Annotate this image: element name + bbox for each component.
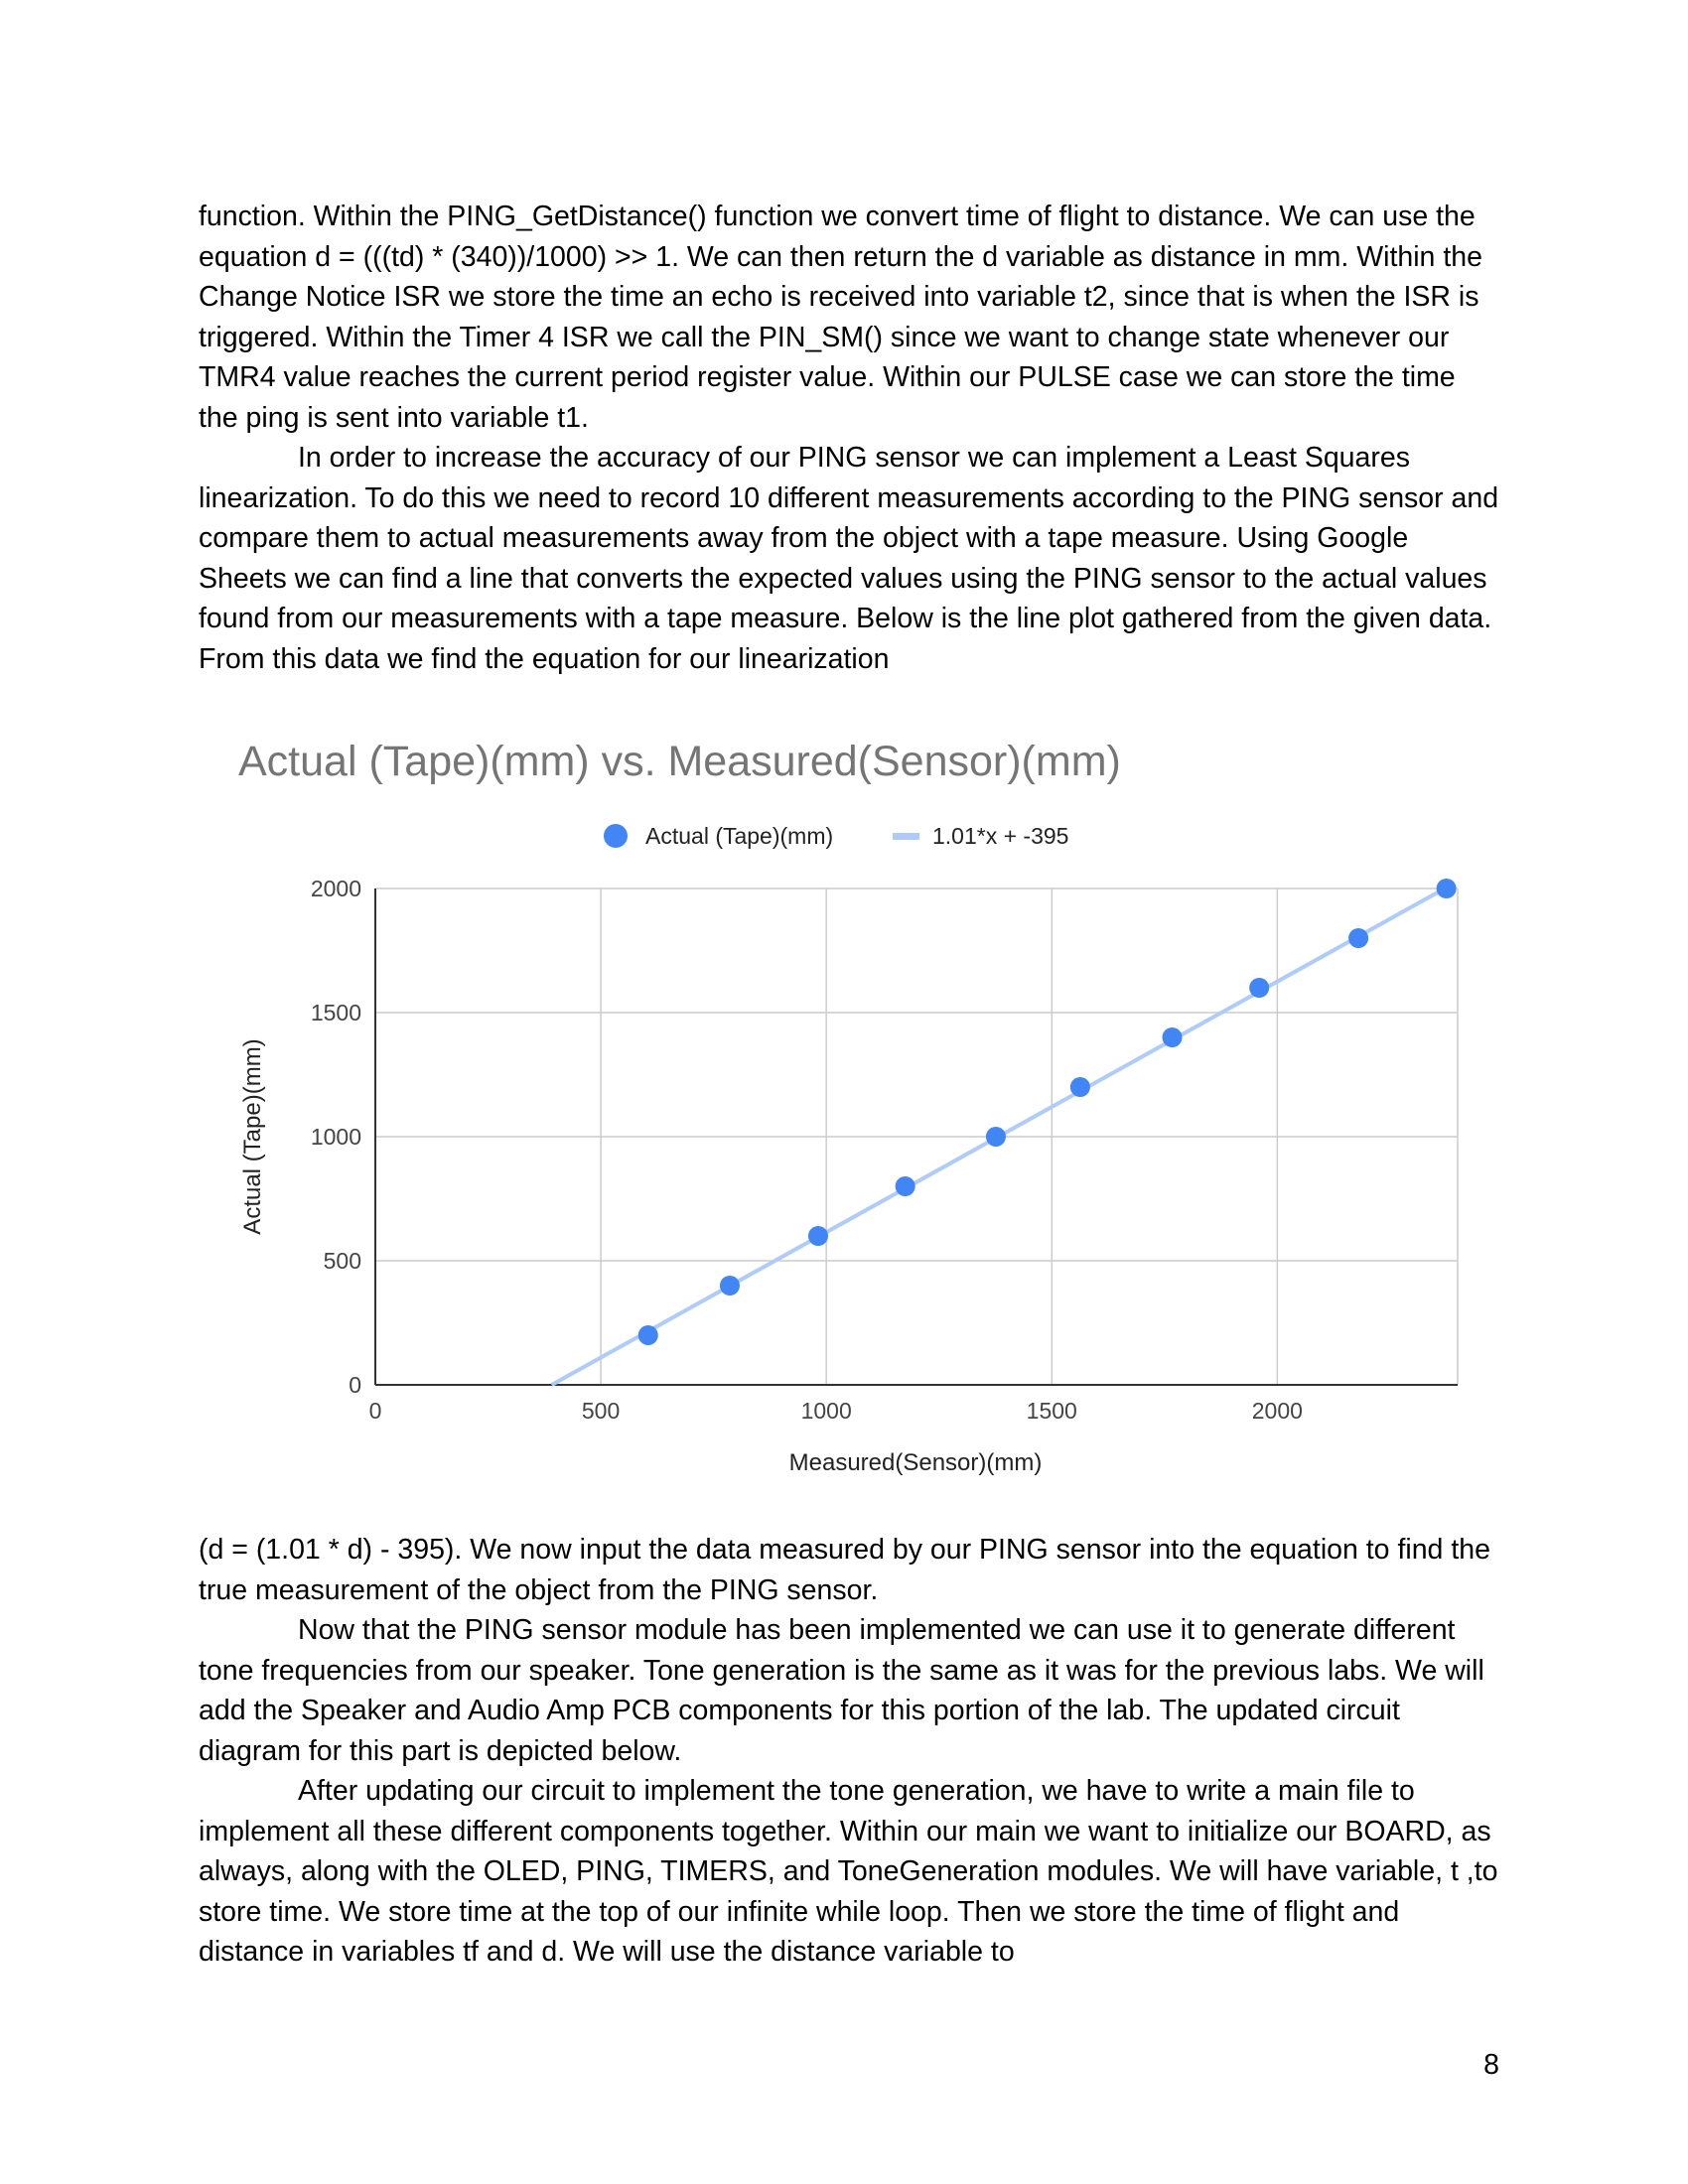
data-point	[1348, 928, 1368, 948]
y-axis-ticks	[311, 876, 361, 1398]
x-tick-label: 500	[581, 1398, 621, 1424]
paragraph: function. Within the PING_GetDistance() function we convert time of flight to distance. We can use the equation d = (((td) * (340))/1000) >> 1. We can then return the d variable as distance in mm. Within the Change Notice ISR we store the time an echo is received into variable t2, since that is when the ISR is triggered. Within the Timer 4 ISR we call the PIN_SM() since we want to change state whenever our TMR4 value reaches the current period register value. Within our PULSE case we can store the time the ping is sent into variable t1.	[199, 201, 1482, 434]
page-number: 8	[1483, 2049, 1499, 2081]
legend-marker-points	[604, 824, 628, 848]
y-tick-label: 1500	[310, 1000, 361, 1025]
chart-title: Actual (Tape)(mm) vs. Measured(Sensor)(mm)	[238, 738, 1121, 785]
data-point	[1070, 1077, 1090, 1097]
x-axis-ticks	[369, 1398, 1303, 1424]
data-point	[638, 1325, 658, 1345]
x-tick-label: 2000	[1251, 1398, 1303, 1424]
legend-label-trendline: 1.01*x + -395	[932, 823, 1069, 849]
chart-legend	[604, 823, 1068, 849]
data-point	[1249, 978, 1269, 998]
data-point	[1437, 879, 1457, 898]
y-tick-label: 0	[349, 1372, 361, 1398]
data-point	[896, 1176, 915, 1196]
text-block-bottom	[199, 1530, 1499, 1973]
data-point	[986, 1127, 1006, 1147]
data-point	[1163, 1027, 1183, 1047]
y-tick-label: 1000	[310, 1124, 361, 1150]
x-tick-label: 1500	[1026, 1398, 1077, 1424]
paragraph: (d = (1.01 * d) - 395). We now input the data measured by our PING sensor into the equation to find the true measurement of the object from the PING sensor.	[199, 1534, 1490, 1606]
paragraph: Now that the PING sensor module has been implemented we can use it to generate different tone frequencies from our speaker. Tone generation is the same as it was for the previous labs. We will add the Speaker and Audio Amp PCB components for this portion of the lab. The updated circuit diagram for this part is depicted below.	[199, 1614, 1484, 1767]
x-axis-title: Measured(Sensor)(mm)	[788, 1449, 1043, 1476]
y-tick-label: 500	[323, 1248, 361, 1274]
data-point	[808, 1226, 828, 1246]
scatter-chart	[218, 730, 1470, 1524]
paragraph: In order to increase the accuracy of our PING sensor we can implement a Least Squares linearization. To do this we need to record 10 different measurements according to the PING sensor and compare them to actual measurements away from the object with a tape measure. Using Google Sheets we can find a line that converts the expected values using the PING sensor to the actual values found from our measurements with a tape measure. Below is the line plot gathered from the given data. From this data we find the equation for our linearization	[199, 442, 1499, 675]
y-tick-label: 2000	[310, 876, 361, 901]
data-point	[720, 1276, 740, 1296]
x-tick-label: 1000	[800, 1398, 852, 1424]
text-block-top	[199, 197, 1499, 679]
x-tick-label: 0	[368, 1398, 382, 1424]
y-axis-title: Actual (Tape)(mm)	[239, 1038, 266, 1235]
paragraph: After updating our circuit to implement the tone generation, we have to write a main file to implement all these different components together. Within our main we want to initialize our BOARD, as always, along with the OLED, PING, TIMERS, and ToneGeneration modules. We will have variable, t ,to store time. We store time at the top of our infinite while loop. Then we store the time of flight and distance in variables tf and d. We will use the distance variable to	[199, 1775, 1498, 1968]
legend-label-points: Actual (Tape)(mm)	[645, 823, 834, 849]
chart-grid	[375, 888, 1458, 1385]
legend-marker-trendline	[893, 833, 919, 840]
